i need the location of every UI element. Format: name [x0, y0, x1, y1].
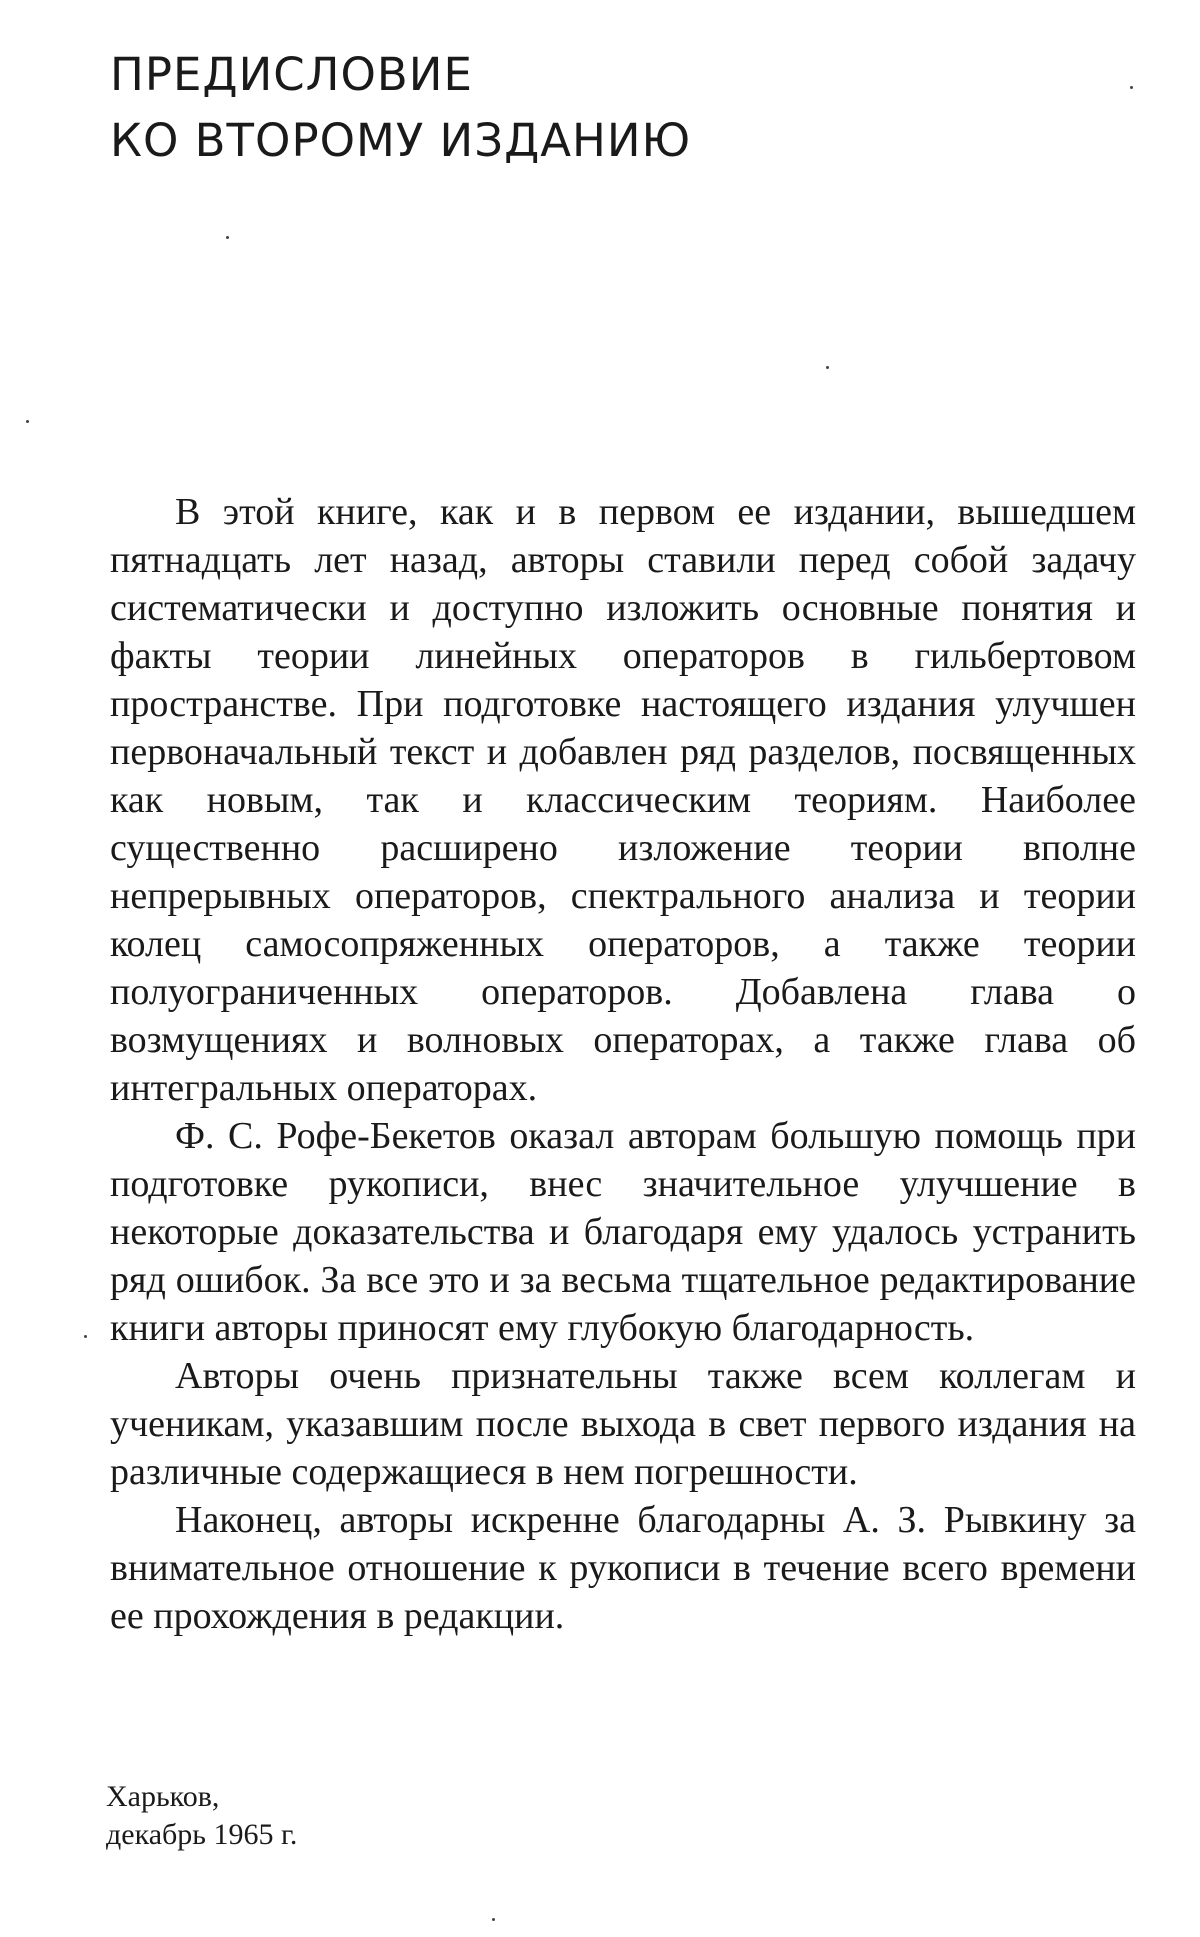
title-line-2: КО ВТОРОМУ ИЗДАНИЮ	[110, 114, 692, 167]
paragraph-acknowledgment-ryvkin: Наконец, авторы искренне благодарны А. З. Рывкину за внимательное отношение к рукописи в течение всего времени ее прохождения в редакции.	[110, 1499, 1136, 1637]
paragraph-intro: В этой книге, как и в первом ее издании, вышедшем пятнадцать лет назад, авторы ставили перед собой задачу систематически и доступно изложить основные понятия и факты теории линейных операторов в гильбертовом пространстве. При подготовке настоящего издания улучшен первоначальный текст и добавлен ряд разделов, посвященных как новым, так и классическим теориям. Наиболее существенно расширено изложение теории вполне непрерывных операторов, спектрального анализа и теории колец самосопряженных операторов, а также теории полуограниченных операторов. Добавлена глава о возмущениях и волновых операторах, а также глава об интегральных операторах.	[110, 491, 1136, 1109]
paragraph-acknowledgment-rofe-beketov: Ф. С. Рофе-Бекетов оказал авторам большую помощь при подготовке рукописи, внес значительное улучшение в некоторые доказательства и благодаря ему удалось устранить ряд ошибок. За все это и за весьма тщательное редактирование книги авторы приносят ему глубокую благодарность.	[110, 1115, 1136, 1349]
scan-speck	[226, 236, 229, 239]
scan-speck	[826, 366, 829, 369]
paragraph-acknowledgment-colleagues: Авторы очень признательны также всем коллегам и ученикам, указавшим после выхода в свет первого издания на различные содержащиеся в нем погрешности.	[110, 1355, 1136, 1493]
signature-date: декабрь 1965 г.	[106, 1818, 298, 1851]
signature-block	[106, 1778, 297, 1854]
preface-body	[110, 488, 1136, 1640]
scan-speck	[26, 420, 29, 423]
signature-place: Харьков,	[106, 1780, 220, 1813]
scan-speck	[492, 1918, 495, 1921]
title-line-1: ПРЕДИСЛОВИЕ	[110, 48, 473, 101]
scan-speck	[1130, 86, 1133, 89]
scan-speck	[84, 1335, 87, 1338]
page-title	[110, 42, 691, 174]
